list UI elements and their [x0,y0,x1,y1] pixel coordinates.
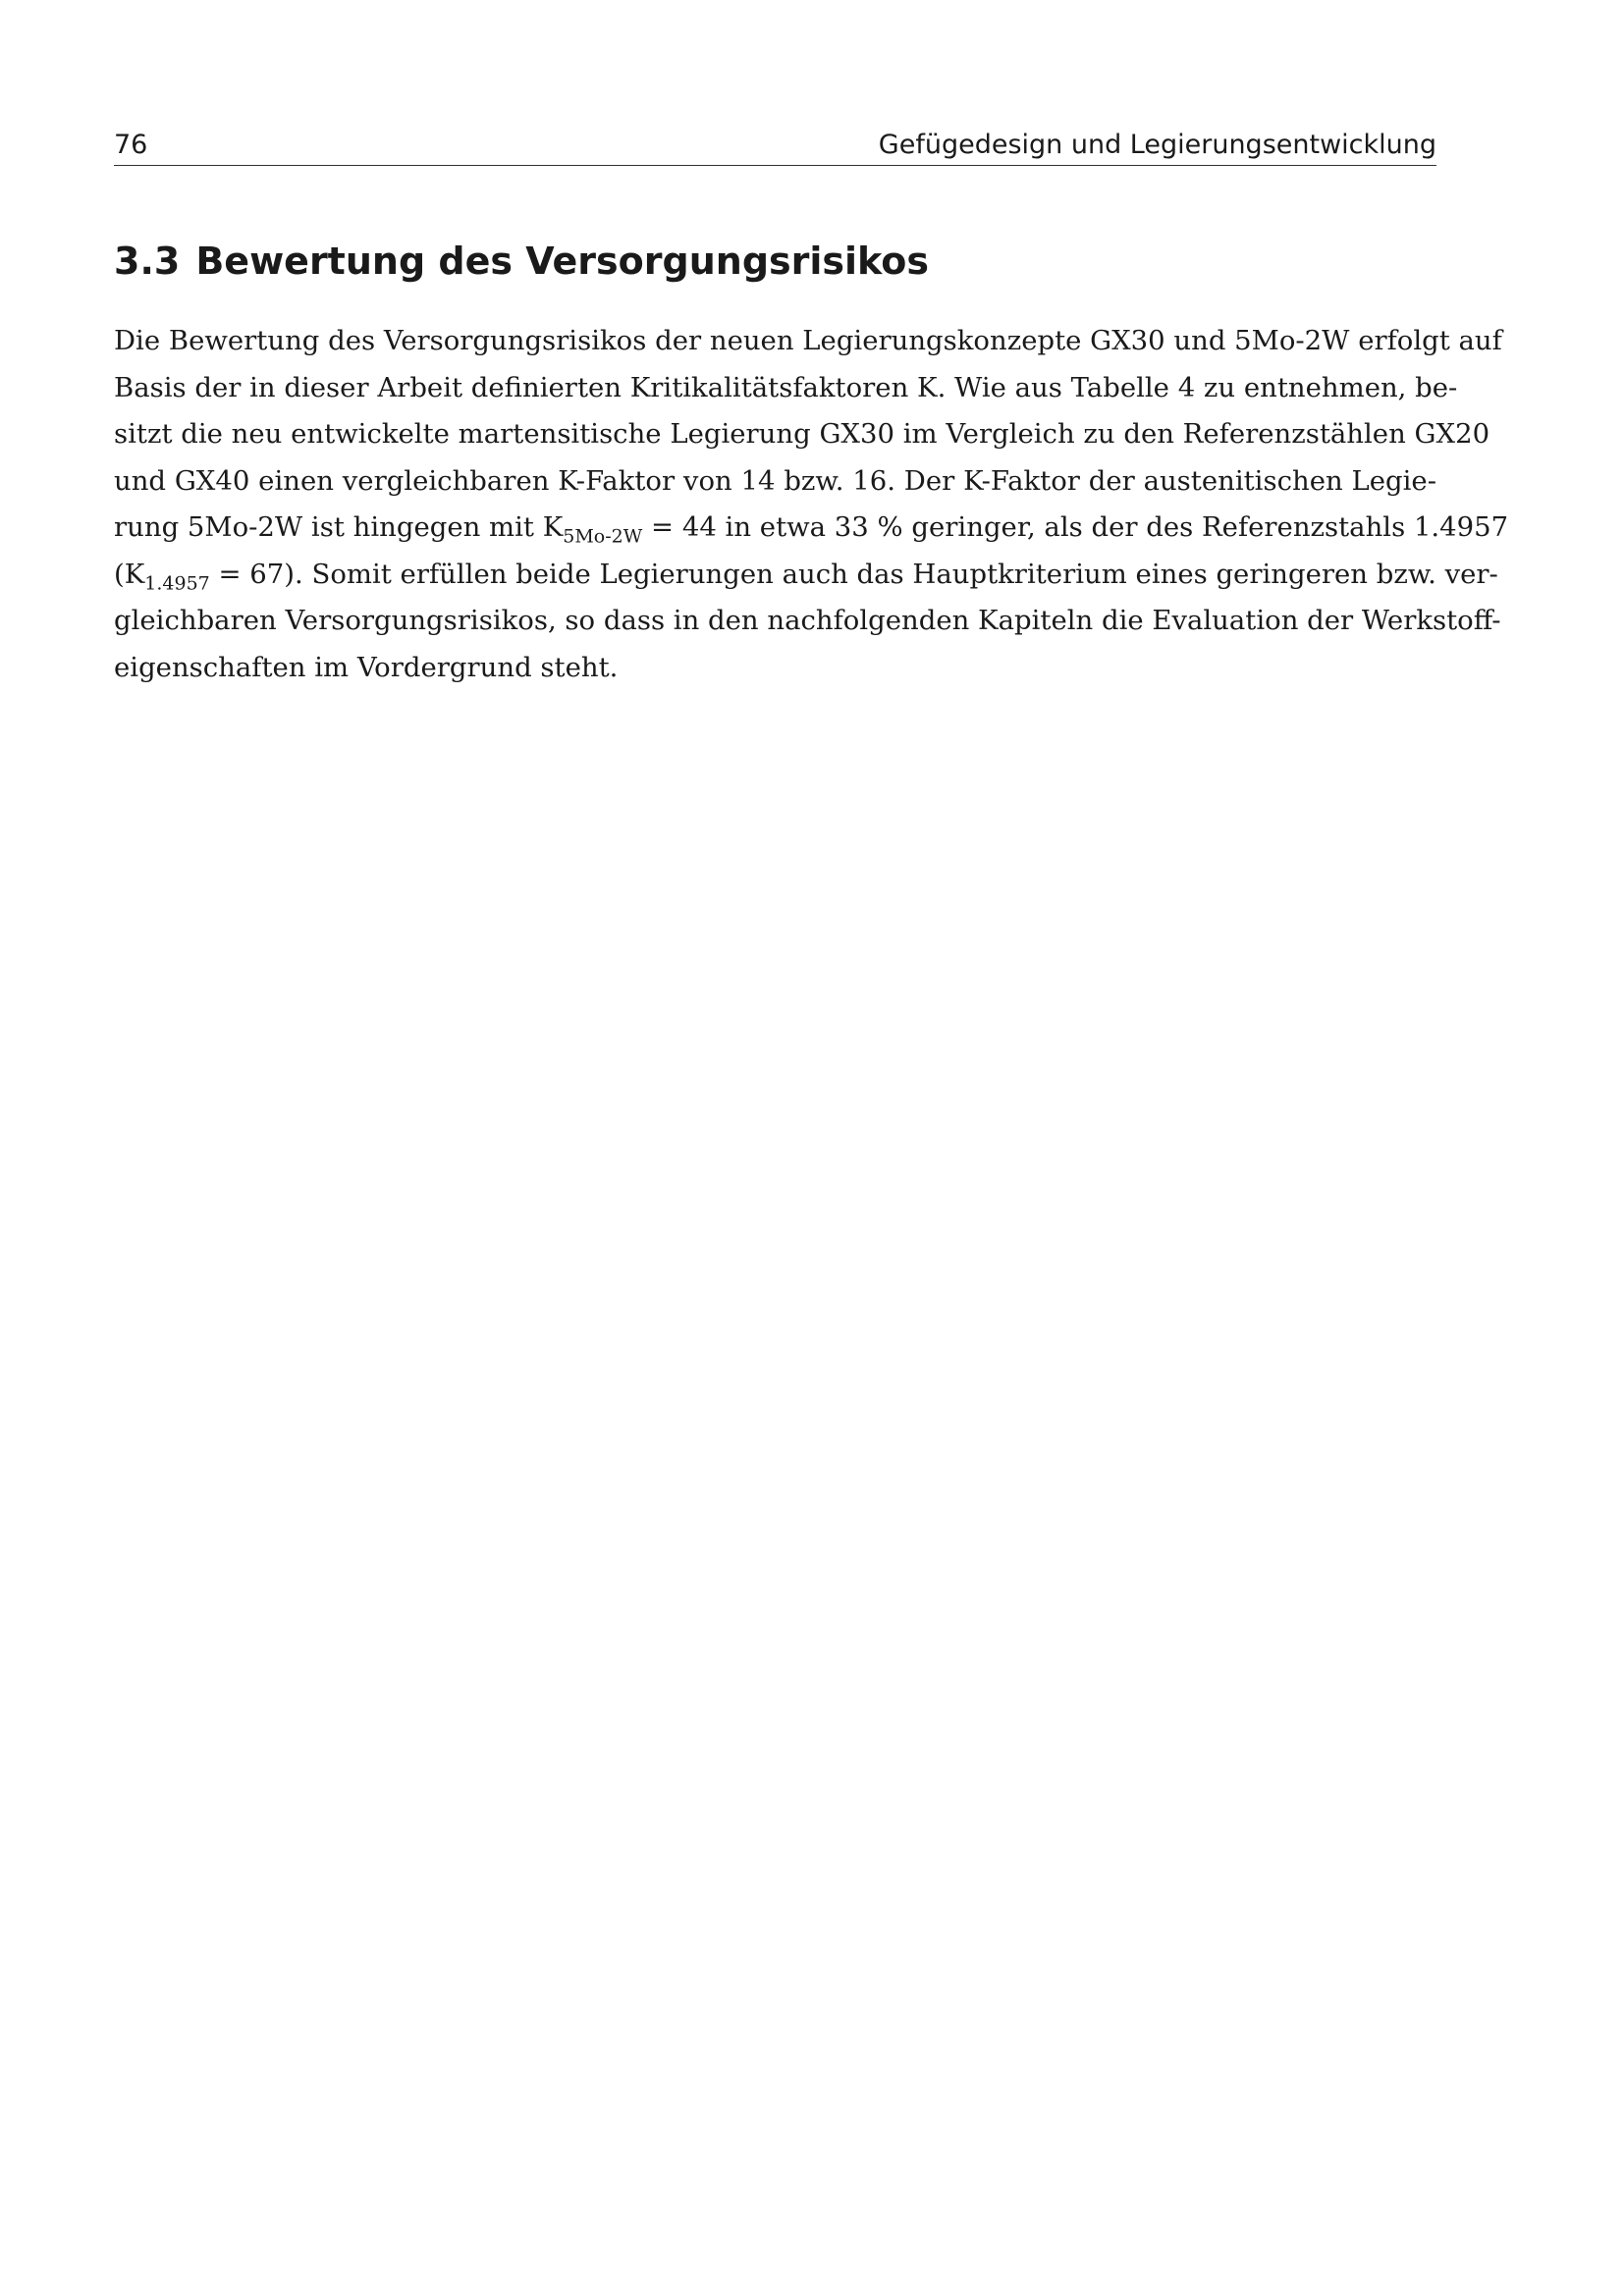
paragraph-line: sitzt die neu entwickelte martensitische Legierung GX30 im Vergleich zu den Referenzstählen GX20 [114,418,1490,450]
subscript: 5Mo-2W [563,525,643,548]
paragraph-line: eigenschaften im Vordergrund steht. [114,651,619,683]
running-header [114,126,1436,166]
paragraph-line: und GX40 einen vergleichbaren K-Faktor von 14 bzw. 16. Der K-Faktor der austenitischen Legie- [114,464,1436,497]
page-number: 76 [114,130,148,160]
paragraph-line [114,552,1498,599]
paragraph-line: Die Bewertung des Versorgungsrisikos der neuen Legierungskonzepte GX30 und 5Mo-2W erfolgt auf [114,325,1502,356]
paragraph-line: Basis der in dieser Arbeit definierten Kritikalitätsfaktoren K. Wie aus Tabelle 4 zu entnehmen, be- [114,371,1458,403]
body-paragraph [114,318,1509,691]
section-heading [114,236,929,287]
line-text: = 44 in etwa 33 % geringer, als der des Referenzstahls 1.4957 [642,511,1509,543]
running-title: Gefügedesign und Legierungsentwicklung [878,130,1436,160]
subscript: 1.4957 [144,572,210,594]
paragraph-line [114,505,1509,552]
section-title: Bewertung des Versorgungsrisikos [195,240,930,283]
section-number: 3.3 [114,240,181,283]
line-text: (K [114,558,145,590]
line-text: rung 5Mo-2W ist hingegen mit K [114,511,564,543]
line-text: = 67). Somit erfüllen beide Legierungen auch das Hauptkriterium eines geringeren bzw. ver- [209,558,1498,590]
paragraph-line: gleichbaren Versorgungsrisikos, so dass in den nachfolgenden Kapiteln die Evaluation der Werkstoff- [114,605,1501,636]
